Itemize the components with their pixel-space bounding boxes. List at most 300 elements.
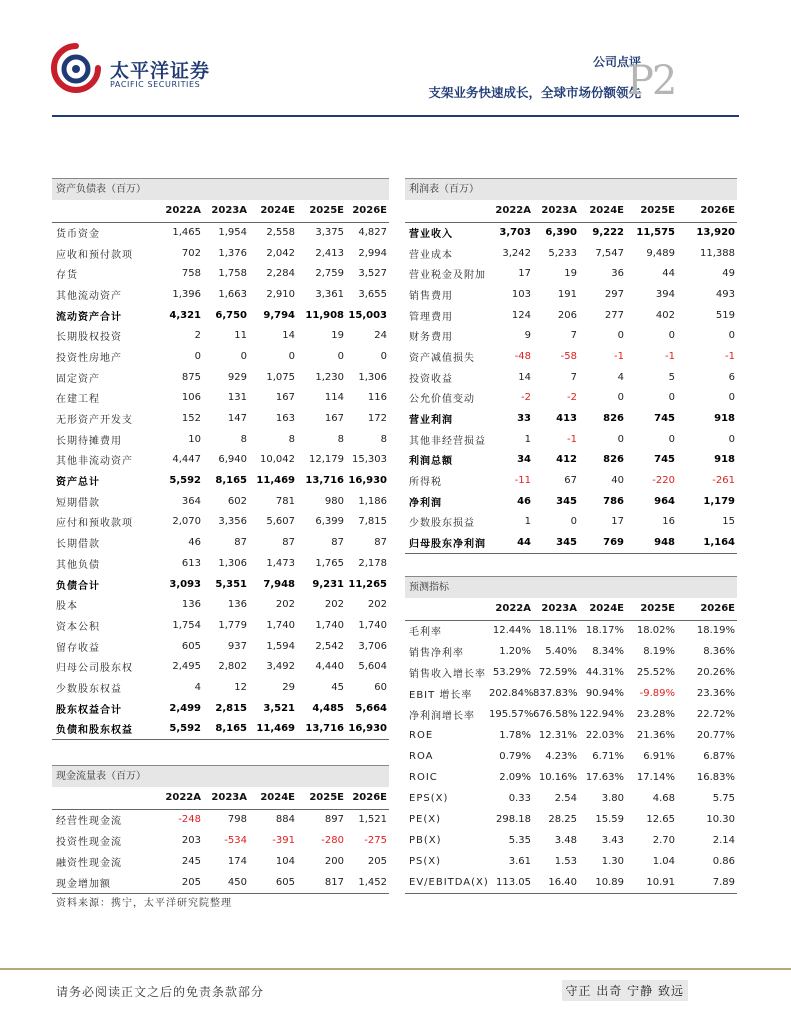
value-cell: 18.11% — [538, 625, 577, 637]
value-cell: 3,655 — [358, 288, 387, 300]
table-row — [405, 429, 737, 450]
value-cell: 4 — [194, 681, 201, 693]
value-cell: 16,930 — [348, 723, 387, 735]
value-cell: 745 — [654, 413, 675, 425]
value-cell: 44.31% — [585, 667, 624, 678]
value-cell: 0 — [728, 433, 735, 445]
year-header: 2023A — [203, 787, 249, 809]
row-label: 销售费用 — [409, 290, 453, 302]
value-cell: 136 — [181, 599, 201, 611]
table-header-row — [52, 787, 389, 809]
row-label: 货币资金 — [56, 229, 100, 241]
value-cell: 9 — [524, 330, 531, 342]
value-cell: 364 — [181, 495, 201, 507]
table-row — [405, 725, 737, 746]
value-cell: 7,815 — [358, 516, 387, 528]
row-label: 营业成本 — [409, 249, 453, 261]
table-row — [405, 243, 737, 264]
value-cell: 2,284 — [266, 268, 295, 280]
value-cell: 40 — [611, 475, 624, 487]
value-cell: 113.05 — [496, 877, 531, 888]
table-row — [405, 683, 737, 704]
value-cell: 0 — [728, 330, 735, 342]
value-cell: 103 — [511, 288, 531, 300]
row-label: 资产总计 — [56, 477, 100, 489]
value-cell: 174 — [227, 856, 247, 867]
header-divider — [52, 115, 739, 117]
value-cell: 17 — [518, 268, 531, 280]
value-cell: 12.65 — [646, 814, 675, 825]
value-cell: 21.36% — [636, 730, 675, 741]
value-cell: 1,452 — [358, 877, 387, 888]
value-cell: 897 — [324, 814, 344, 826]
table-row — [405, 222, 737, 243]
value-cell: 2 — [194, 330, 201, 342]
table-row — [52, 367, 389, 388]
footer-slogan: 守正 出奇 宁静 致远 — [562, 980, 688, 1001]
value-cell: 277 — [604, 309, 624, 321]
table-row — [52, 243, 389, 264]
value-cell: 412 — [556, 454, 577, 466]
row-label: 其他流动资产 — [56, 290, 122, 302]
row-label: 净利润 — [409, 497, 442, 509]
table-row — [405, 746, 737, 767]
value-cell: 16.83% — [696, 772, 735, 783]
report-title: 支架业务快速成长，全球市场份额领先 — [428, 85, 641, 100]
value-cell: 5,604 — [358, 661, 387, 673]
value-cell: 131 — [227, 392, 247, 404]
year-header: 2025E — [297, 200, 346, 222]
table-row — [52, 532, 389, 553]
table-row — [52, 263, 389, 284]
value-cell: 8 — [288, 433, 295, 445]
income-statement-table — [405, 178, 737, 554]
value-cell: 67 — [564, 475, 577, 487]
value-cell: 17 — [611, 516, 624, 528]
value-cell: 493 — [715, 288, 735, 300]
value-cell: 167 — [324, 413, 344, 425]
year-header: 2022A — [489, 598, 533, 620]
brand-name-cn: 太平洋证券 — [110, 60, 211, 82]
table-bottom-rule — [52, 739, 389, 740]
value-cell: 195.57% — [489, 709, 533, 720]
row-label: 投资收益 — [409, 373, 453, 385]
table-row — [405, 263, 737, 284]
table-title: 利润表（百万） — [405, 178, 737, 200]
value-cell: 19 — [331, 330, 344, 342]
value-cell: 2,759 — [315, 268, 344, 280]
table-row — [52, 809, 389, 830]
table-row — [52, 450, 389, 471]
row-label: EPS(X) — [409, 793, 449, 804]
value-cell: 0 — [668, 433, 675, 445]
value-cell: 826 — [603, 454, 624, 466]
value-cell: 1,179 — [703, 495, 735, 507]
value-cell: 2,542 — [315, 640, 344, 652]
value-cell: 2,042 — [266, 247, 295, 259]
value-cell: 980 — [324, 495, 344, 507]
value-cell: 0 — [337, 350, 344, 362]
value-cell: 5,592 — [169, 723, 201, 735]
row-label: 在建工程 — [56, 394, 100, 406]
value-cell: 2,413 — [315, 247, 344, 259]
value-cell: 8,165 — [215, 475, 247, 487]
value-cell: 2,499 — [169, 702, 201, 714]
value-cell: -1 — [614, 350, 624, 362]
row-label: 营业税金及附加 — [409, 270, 486, 282]
value-cell: 0 — [194, 350, 201, 362]
value-cell: 18.17% — [585, 625, 624, 637]
value-cell: 87 — [282, 537, 295, 549]
value-cell: 205 — [181, 877, 201, 888]
year-header: 2023A — [533, 598, 579, 620]
value-cell: 11 — [234, 330, 247, 342]
value-cell: 2,558 — [266, 227, 295, 239]
row-label: ROIC — [409, 772, 438, 783]
value-cell: 745 — [654, 454, 675, 466]
table-row — [405, 305, 737, 326]
value-cell: 9,489 — [646, 247, 675, 259]
row-label: 留存收益 — [56, 642, 100, 654]
value-cell: 147 — [227, 413, 247, 425]
table-title: 预测指标 — [405, 576, 737, 598]
value-cell: 10.89 — [595, 877, 624, 888]
value-cell: -2 — [567, 392, 577, 404]
value-cell: 0 — [617, 392, 624, 404]
value-cell: 18.02% — [636, 625, 675, 637]
table-row — [52, 284, 389, 305]
value-cell: 3,375 — [315, 227, 344, 239]
table-title: 现金流量表（百万） — [52, 765, 389, 787]
value-cell: 0 — [240, 350, 247, 362]
value-cell: 53.29% — [492, 667, 531, 678]
value-cell: -220 — [652, 475, 675, 487]
year-header: 2025E — [626, 200, 677, 222]
value-cell: 1,473 — [266, 557, 295, 569]
value-cell: 7.89 — [712, 877, 735, 888]
year-header: 2022A — [489, 200, 533, 222]
value-cell: 25.52% — [636, 667, 675, 678]
year-header: 2024E — [579, 200, 626, 222]
value-cell: 6.91% — [643, 751, 675, 762]
value-cell: -261 — [712, 475, 735, 487]
value-cell: 7,547 — [595, 247, 624, 259]
value-cell: 3,356 — [218, 516, 247, 528]
header-blank-cell — [52, 787, 156, 809]
value-cell: 5.75 — [712, 793, 735, 804]
value-cell: 2,495 — [172, 661, 201, 673]
year-header: 2023A — [203, 200, 249, 222]
value-cell: 1,740 — [358, 619, 387, 631]
value-cell: 0.79% — [499, 751, 531, 762]
value-cell: 16,930 — [348, 475, 387, 487]
value-cell: 163 — [275, 413, 295, 425]
row-label: 融资性现金流 — [56, 858, 122, 869]
value-cell: -48 — [514, 350, 531, 362]
value-cell: 206 — [557, 309, 577, 321]
row-label: ROE — [409, 730, 434, 741]
value-cell: 0.33 — [508, 793, 531, 804]
value-cell: 10.91 — [646, 877, 675, 888]
value-cell: 837.83% — [533, 688, 578, 699]
value-cell: 918 — [714, 454, 735, 466]
value-cell: 8.36% — [703, 646, 735, 657]
row-label: 经营性现金流 — [56, 816, 122, 828]
value-cell: 2.70 — [652, 835, 675, 846]
value-cell: 124 — [511, 309, 531, 321]
value-cell: 2,994 — [358, 247, 387, 259]
value-cell: 10.30 — [706, 814, 735, 825]
value-cell: 15,303 — [352, 454, 387, 466]
value-cell: 702 — [181, 247, 201, 259]
page-number: P2 — [627, 58, 676, 104]
value-cell: 1,306 — [358, 371, 387, 383]
value-cell: 9,222 — [592, 227, 624, 239]
row-label: 应付和预收款项 — [56, 518, 133, 530]
value-cell: 5,664 — [355, 702, 387, 714]
value-cell: 20.26% — [696, 667, 735, 678]
table-row — [52, 636, 389, 657]
value-cell: 16.40 — [548, 877, 577, 888]
value-cell: 1,954 — [218, 227, 247, 239]
value-cell: 413 — [556, 413, 577, 425]
value-cell: 8.34% — [592, 646, 624, 657]
value-cell: 1,396 — [172, 288, 201, 300]
value-cell: 36 — [611, 268, 624, 280]
value-cell: 205 — [367, 856, 387, 867]
value-cell: 2,178 — [358, 557, 387, 569]
value-cell: 786 — [603, 495, 624, 507]
value-cell: 1,075 — [266, 371, 295, 383]
value-cell: 298.18 — [496, 814, 531, 825]
value-cell: -2 — [521, 392, 531, 404]
value-cell: 13,920 — [696, 227, 735, 239]
row-label: 资本公积 — [56, 621, 100, 633]
value-cell: 11,908 — [305, 309, 344, 321]
row-label: 其他负债 — [56, 559, 100, 571]
value-cell: 798 — [227, 814, 247, 826]
value-cell: -9.89% — [639, 688, 675, 699]
row-label: 利润总额 — [409, 456, 453, 468]
value-cell: 3.48 — [554, 835, 577, 846]
value-cell: 0 — [288, 350, 295, 362]
table-row — [405, 809, 737, 830]
value-cell: 5,351 — [215, 578, 247, 590]
value-cell: 8 — [337, 433, 344, 445]
table-row — [52, 512, 389, 533]
row-label: 财务费用 — [409, 332, 453, 344]
value-cell: 14 — [282, 330, 295, 342]
value-cell: 13,716 — [305, 475, 344, 487]
year-header: 2026E — [677, 200, 737, 222]
forecast-indicators-table — [405, 576, 737, 894]
value-cell: 17.14% — [636, 772, 675, 783]
row-label: PB(X) — [409, 835, 442, 846]
table-row — [405, 408, 737, 429]
value-cell: 44 — [662, 268, 675, 280]
value-cell: 2,802 — [218, 661, 247, 673]
value-cell: 1,465 — [172, 227, 201, 239]
value-cell: 1,230 — [315, 371, 344, 383]
value-cell: 10,042 — [260, 454, 295, 466]
value-cell: 22.03% — [585, 730, 624, 741]
value-cell: 3.80 — [601, 793, 624, 804]
table-row — [405, 704, 737, 725]
value-cell: 16 — [662, 516, 675, 528]
row-label: 净利润增长率 — [409, 711, 475, 722]
value-cell: 1 — [524, 516, 531, 528]
value-cell: 7,948 — [263, 578, 295, 590]
value-cell: 245 — [181, 856, 201, 867]
row-label: 长期借款 — [56, 539, 100, 551]
value-cell: 106 — [181, 392, 201, 404]
value-cell: 0 — [728, 392, 735, 404]
value-cell: 8,165 — [215, 723, 247, 735]
row-label: 营业收入 — [409, 229, 453, 241]
value-cell: 6.87% — [703, 751, 735, 762]
value-cell: 6,750 — [215, 309, 247, 321]
table-row — [405, 767, 737, 788]
table-row — [52, 615, 389, 636]
row-label: 长期待摊费用 — [56, 435, 122, 447]
table-row — [405, 512, 737, 533]
value-cell: 6 — [728, 371, 735, 383]
year-header: 2024E — [249, 200, 297, 222]
value-cell: -275 — [364, 835, 387, 846]
value-cell: 116 — [367, 392, 387, 404]
table-row — [52, 594, 389, 615]
table-header-row — [405, 200, 737, 222]
value-cell: 605 — [275, 877, 295, 888]
source-note: 资料来源：携宁，太平洋研究院整理 — [56, 898, 232, 909]
table-row — [405, 491, 737, 512]
table-row — [52, 388, 389, 409]
value-cell: 1,779 — [218, 619, 247, 631]
table-row — [405, 532, 737, 553]
value-cell: 15,003 — [348, 309, 387, 321]
row-label: 投资性现金流 — [56, 837, 122, 848]
row-label: 公允价值变动 — [409, 394, 475, 406]
row-label: EBIT 增长率 — [409, 690, 473, 701]
value-cell: 937 — [227, 640, 247, 652]
table-row — [405, 325, 737, 346]
value-cell: 875 — [181, 371, 201, 383]
value-cell: 769 — [603, 537, 624, 549]
row-label: 资产减值损失 — [409, 352, 475, 364]
value-cell: 87 — [234, 537, 247, 549]
row-label: 销售净利率 — [409, 648, 464, 659]
value-cell: 12,179 — [309, 454, 344, 466]
year-header: 2024E — [579, 598, 626, 620]
value-cell: 10 — [188, 433, 201, 445]
header-blank-cell — [52, 200, 156, 222]
value-cell: 1.78% — [499, 730, 531, 741]
value-cell: 191 — [557, 288, 577, 300]
cash-flow-table — [52, 765, 389, 894]
value-cell: 613 — [181, 557, 201, 569]
table-row — [52, 553, 389, 574]
value-cell: 0 — [617, 330, 624, 342]
year-header: 2025E — [297, 787, 346, 809]
value-cell: 3,527 — [358, 268, 387, 280]
value-cell: 817 — [324, 877, 344, 888]
pacific-securities-logo-icon — [50, 42, 102, 94]
value-cell: 202 — [275, 599, 295, 611]
value-cell: 203 — [181, 835, 201, 846]
value-cell: 4,321 — [169, 309, 201, 321]
row-label: 长期股权投资 — [56, 332, 122, 344]
value-cell: 33 — [517, 413, 531, 425]
value-cell: 929 — [227, 371, 247, 383]
row-label: 现金增加额 — [56, 879, 111, 890]
table-row — [52, 677, 389, 698]
value-cell: 0 — [380, 350, 387, 362]
value-cell: 18.19% — [696, 625, 735, 637]
value-cell: 1,754 — [172, 619, 201, 631]
value-cell: 1,663 — [218, 288, 247, 300]
value-cell: 87 — [331, 537, 344, 549]
value-cell: 202.84% — [489, 688, 533, 699]
table-row — [405, 641, 737, 662]
value-cell: 450 — [227, 877, 247, 888]
value-cell: -58 — [560, 350, 577, 362]
row-label: 销售收入增长率 — [409, 669, 486, 680]
value-cell: 781 — [275, 495, 295, 507]
value-cell: 6,390 — [545, 227, 577, 239]
value-cell: 0 — [668, 330, 675, 342]
value-cell: 167 — [275, 392, 295, 404]
value-cell: 4,447 — [172, 454, 201, 466]
value-cell: 114 — [324, 392, 344, 404]
value-cell: 918 — [714, 413, 735, 425]
value-cell: 5,233 — [548, 247, 577, 259]
value-cell: 2,910 — [266, 288, 295, 300]
value-cell: 8 — [240, 433, 247, 445]
value-cell: 1,164 — [703, 537, 735, 549]
value-cell: -280 — [321, 835, 344, 846]
value-cell: 172 — [367, 413, 387, 425]
row-label: 存货 — [56, 270, 78, 282]
row-label: 归母公司股东权 — [56, 663, 133, 675]
row-label: 固定资产 — [56, 373, 100, 385]
value-cell: 6,399 — [315, 516, 344, 528]
row-label: 管理费用 — [409, 311, 453, 323]
year-header: 2026E — [346, 787, 389, 809]
value-cell: 1,521 — [358, 814, 387, 826]
value-cell: 11,575 — [636, 227, 675, 239]
row-label: 少数股东权益 — [56, 683, 122, 695]
value-cell: 14 — [518, 371, 531, 383]
value-cell: 3,706 — [358, 640, 387, 652]
value-cell: 1.20% — [499, 646, 531, 657]
value-cell: 3,242 — [502, 247, 531, 259]
value-cell: 0 — [668, 392, 675, 404]
value-cell: 4 — [617, 371, 624, 383]
value-cell: 60 — [374, 681, 387, 693]
value-cell: -1 — [665, 350, 675, 362]
footer-disclaimer: 请务必阅读正文之后的免责条款部分 — [56, 985, 265, 999]
value-cell: 0.86 — [712, 856, 735, 867]
table-row — [405, 851, 737, 872]
value-cell: 1,758 — [218, 268, 247, 280]
footer-divider — [0, 968, 791, 970]
value-cell: -534 — [224, 835, 247, 846]
table-header-row — [405, 598, 737, 620]
value-cell: 136 — [227, 599, 247, 611]
report-type: 公司点评 — [592, 55, 641, 69]
value-cell: 11,388 — [700, 247, 735, 259]
value-cell: -1 — [567, 433, 577, 445]
